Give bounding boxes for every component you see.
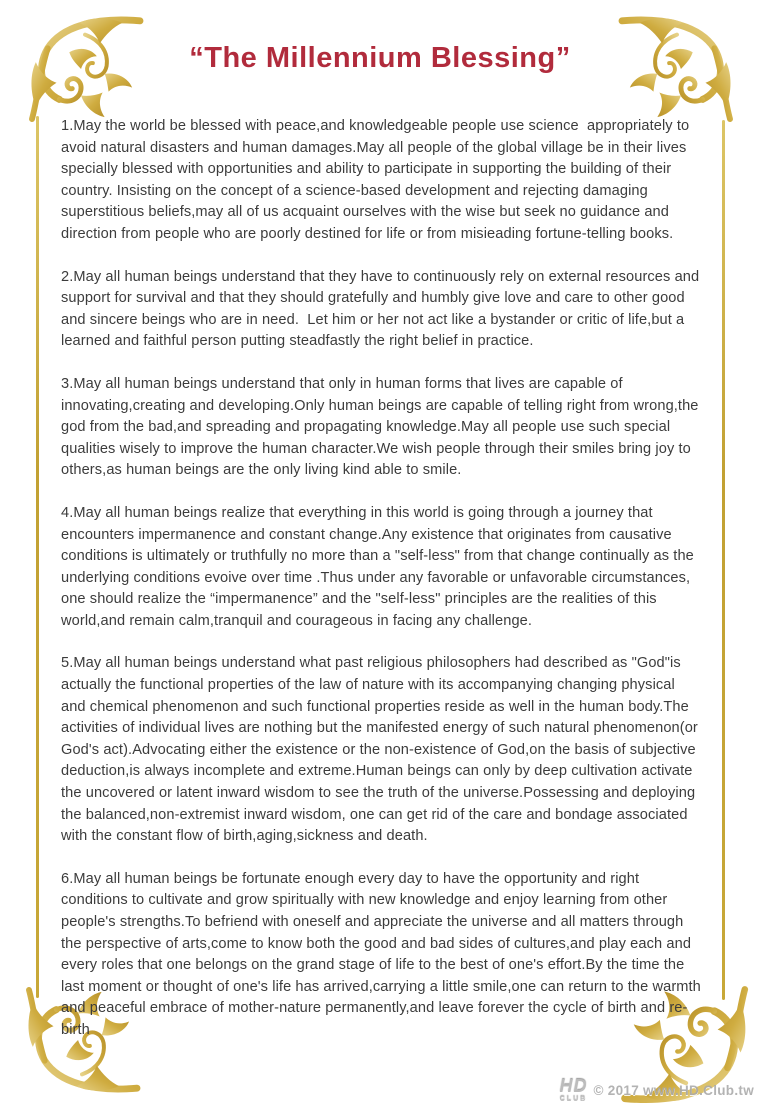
left-border-line [36,116,39,998]
hdclub-logo-icon [559,1077,587,1103]
blessing-paragraph: 5.May all human beings understand what past religious philosophers had described as "God"is actually the functional properties of the law of nature with its accompanying changing physical and chemical phenomenon and such functional properties reside as well in the human body.The activities of individual lives are nothing but the manifested energy of such natural phenomenon(or God's act).Advocating either the existence or the non-existence of God,on the basis of subjective deduction,is always incomplete and extreme.Human beings can only by deep cultivation activate the uncovered or latent inward wisdom to see the truth of the universe.Possessing and deploying the balanced,non-extremist inward wisdom, one can get rid of the care and bondage associated with the constant flow of birth,aging,sickness and death. [61,655,703,845]
right-border-line [722,120,725,1000]
blessing-paragraph: 2.May all human beings understand that they have to continuously rely on external resources and support for survival and that they should gratefully and humbly give love and care to other good and sincere beings who are in need. Let him or her not act like a bystander or critic of life,but a learned and faithful person putting steadfastly the right belief in practice. [61,268,704,350]
blessing-paragraph: 6.May all human beings be fortunate enough every day to have the opportunity and right conditions to cultivate and grow spiritually with new knowledge and enjoy learning from other people's strengths.To befriend with oneself and appreciate the universe and all matters through the perspective of arts,come to know both the good and bad sides of cultures,and play each and every roles that one belongs on the grand stage of life to the best of one's effort.By the time the last moment or thought of one's life has arrived,carrying a little smile,one can return to the warmth and peaceful embrace of mother-nature permanently,and leave forever the cycle of birth and re-birth [61,870,706,1038]
blessing-paragraph: 4.May all human beings realize that everything in this world is going through a journey that encounters impermanence and constant change.Any existence that originates from causative conditions is ultimately or truthfully no more than a "self-less" from that change continually as the underlying conditions evoive over time .Thus under any favorable or unfavorable circumstances, one should realize the “impermanence” and the "self-less" principles are the realities of this world,and remain calm,tranquil and courageous in facing any challenge. [61,504,699,629]
blessing-paragraph: 1.May the world be blessed with peace,and knowledgeable people use science appropriately to avoid natural disasters and human damages.May all people of the global village be in their lives specially blessed with opportunities and ability to participate in supporting the building of their country. Insisting on the concept of a science-based development and rejecting damaging superstitious beliefs,may all of us acquaint ourselves with the wise but seek no guidance and direction from people who are poorly destined for life or from misieading fortune-telling books. [61,118,694,242]
hdclub-logo-club: CLUB [559,1096,588,1103]
blessing-text-block [61,116,706,1063]
blessing-paragraph: 3.May all human beings understand that only in human forms that lives are capable of innovating,creating and developing.Only human beings are capable of telling right from wrong,the god from the bad,and spreading and propagating knowledge.May all people use such special qualities wisely to improve the human character.We wish people through their smiles bring joy to others,as human beings are the only living kind able to smile. [61,375,703,479]
hdclub-logo-hd: HD [559,1076,588,1096]
page-title: “The Millennium Blessing” [189,42,571,74]
watermark [559,1077,754,1103]
copyright-text: © 2017 www.HD.Club.tw [593,1082,754,1098]
